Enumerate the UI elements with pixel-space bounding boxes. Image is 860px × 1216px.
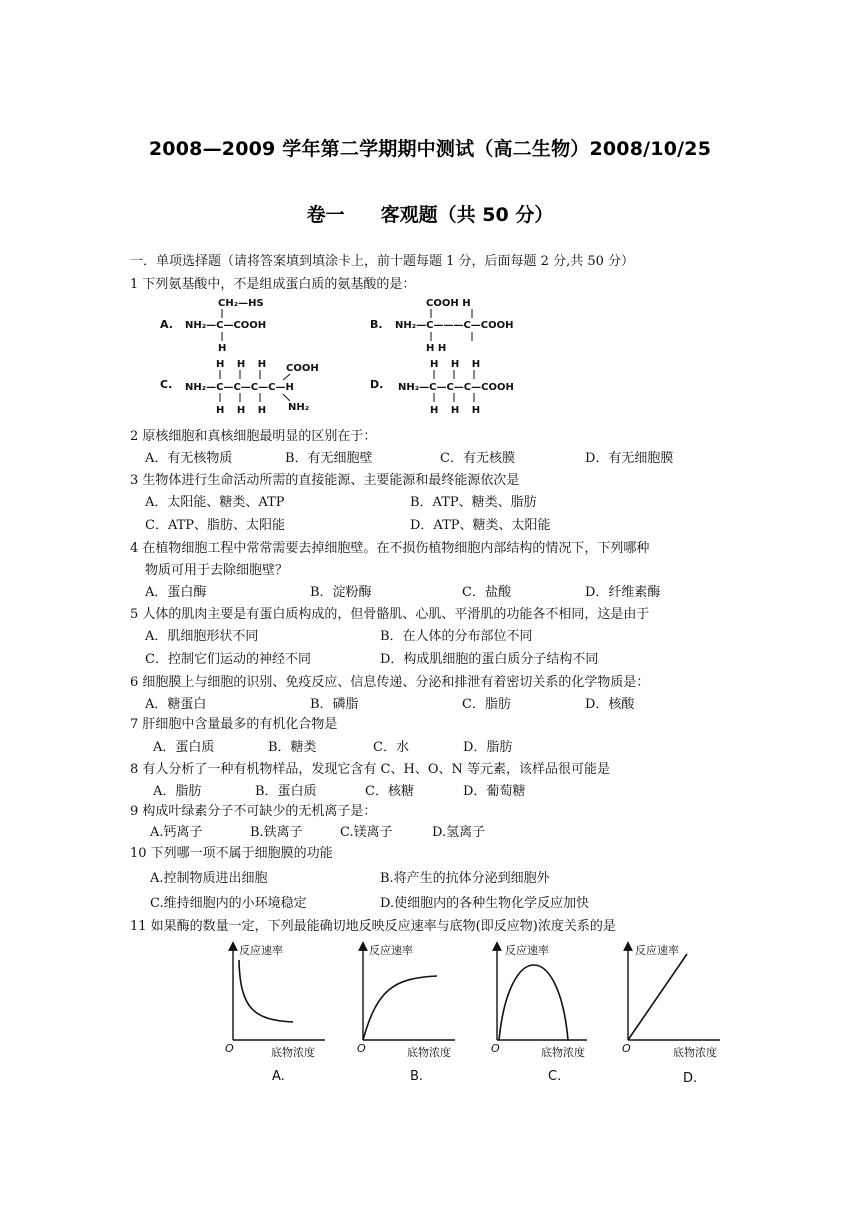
q4-option-a: A．蛋白酶 — [145, 585, 207, 600]
question-2-stem: 2 原核细胞和真核细胞最明显的区别在于： — [130, 429, 377, 444]
structure-c-side-bottom: NH₂ — [288, 402, 310, 413]
q2-option-c: C．有无核膜 — [440, 451, 515, 466]
question-4-stem-continued: 物质可用于去除细胞壁？ — [145, 563, 289, 578]
question-11-stem: 11 如果酶的数量一定，下列最能确切地反映反应速率与底物(即反应物)浓度关系的是 — [130, 919, 616, 934]
question-4-stem: 4 在植物细胞工程中常常需要去掉细胞壁。在不损伤植物细胞内部结构的情况下，下列哪种 — [130, 541, 650, 556]
graph-b-xlabel: 底物浓度 — [407, 1046, 451, 1059]
structure-d-bottom: H H H — [430, 405, 481, 416]
question-3-stem: 3 生物体进行生命活动所需的直接能源、主要能源和最终能源依次是 — [130, 473, 520, 488]
graph-b-ylabel: 反应速率 — [369, 944, 413, 957]
graph-d-ylabel: 反应速率 — [635, 944, 679, 957]
q6-option-a: A．糖蛋白 — [145, 697, 207, 712]
question-6-stem: 6 细胞膜上与细胞的识别、免疫反应、信息传递、分泌和排泄有着密切关系的化学物质是： — [130, 675, 650, 690]
structure-c-top: H H H — [216, 359, 267, 370]
q2-option-d: D．有无细胞膜 — [585, 451, 674, 466]
question-9-stem: 9 构成叶绿素分子不可缺少的无机离子是： — [130, 804, 377, 819]
q8-option-d: D．葡萄糖 — [463, 784, 526, 799]
q7-option-c: C．水 — [373, 740, 409, 755]
q6-option-d: D．核酸 — [585, 697, 635, 712]
q1-label-a: A. — [160, 318, 173, 331]
q5-option-c: C．控制它们运动的神经不同 — [145, 652, 311, 667]
q10-option-b: B.将产生的抗体分泌到细胞外 — [380, 871, 550, 886]
section-title — [0, 200, 860, 227]
structure-b-top: COOH H — [426, 298, 471, 309]
graph-c-ylabel: 反应速率 — [505, 944, 549, 957]
graph-a-origin: O — [225, 1042, 234, 1055]
graph-c-label: C. — [548, 1069, 562, 1084]
graph-b-origin: O — [357, 1042, 366, 1055]
q3-option-d: D．ATP、糖类、太阳能 — [410, 518, 551, 533]
structure-b-bottom: H H — [426, 343, 447, 354]
graph-c — [491, 943, 587, 1084]
graph-b — [357, 943, 455, 1084]
question-5-stem: 5 人体的肌肉主要是有蛋白质构成的，但骨骼肌、心肌、平滑肌的功能各不相同，这是由于 — [130, 607, 650, 622]
q4-option-c: C．盐酸 — [462, 585, 511, 600]
q4-option-d: D．纤维素酶 — [585, 585, 661, 600]
graph-d-origin: O — [622, 1042, 631, 1055]
q9-option-b: B.铁离子 — [250, 825, 303, 840]
structure-b-main: NH₂—C———C—COOH — [395, 320, 514, 331]
structure-d-top: H H H — [430, 359, 481, 370]
graph-a-xlabel: 底物浓度 — [271, 1046, 315, 1059]
q3-option-c: C．ATP、脂肪、太阳能 — [145, 518, 286, 533]
q1-label-d: D. — [370, 378, 384, 391]
question-7-stem: 7 肝细胞中含量最多的有机化合物是 — [130, 717, 338, 732]
structure-d-main: NH₂—C—C—C—COOH — [398, 382, 514, 393]
q4-option-b: B．淀粉酶 — [310, 585, 372, 600]
q8-option-c: C．核糖 — [365, 784, 414, 799]
document-title: 2008—2009 学年第二学期期中测试（高二生物）2008/10/25 — [148, 138, 712, 160]
structure-a-main: NH₂—C—COOH — [185, 320, 267, 331]
graph-d-xlabel: 底物浓度 — [673, 1046, 717, 1059]
q3-option-b: B．ATP、糖类、脂肪 — [410, 495, 537, 510]
q1-label-c: C. — [160, 378, 173, 391]
graph-c-origin: O — [491, 1042, 500, 1055]
q1-label-b: B. — [370, 318, 383, 331]
q10-option-c: C.维持细胞内的小环境稳定 — [150, 896, 307, 911]
graph-a-ylabel: 反应速率 — [239, 944, 283, 957]
q7-option-b: B．糖类 — [268, 740, 317, 755]
q8-option-a: A．脂肪 — [153, 784, 202, 799]
structure-c-main: NH₂—C—C—C—C—H — [185, 382, 294, 393]
q6-option-c: C．脂肪 — [462, 697, 511, 712]
graph-c-xlabel: 底物浓度 — [541, 1046, 585, 1059]
structure-a-top: CH₂—HS — [218, 298, 264, 309]
structure-c-side-top: COOH — [286, 363, 319, 374]
question-10-stem: 10 下列哪一项不属于细胞膜的功能 — [130, 846, 333, 861]
q6-option-b: B．磷脂 — [310, 697, 359, 712]
q5-option-a: A．肌细胞形状不同 — [145, 629, 259, 644]
q10-option-a: A.控制物质进出细胞 — [150, 871, 268, 886]
q9-option-d: D.氢离子 — [432, 825, 486, 840]
graph-a-label: A. — [272, 1069, 285, 1084]
question-8-stem: 8 有人分析了一种有机物样品，发现它含有 C、H、O、N 等元素，该样品很可能是 — [130, 762, 610, 777]
q7-option-a: A．蛋白质 — [153, 740, 215, 755]
amino-acid-structures — [150, 293, 570, 418]
instructions: 一．单项选择题（请将答案填到填涂卡上，前十题每题 1 分，后面每题 2 分,共 50 分） — [130, 254, 635, 269]
graph-b-label: B. — [410, 1069, 424, 1084]
section-title-part-b: 客观题（共 50 分） — [380, 204, 554, 226]
q9-option-a: A.钙离子 — [150, 825, 203, 840]
q10-option-d: D.使细胞内的各种生物化学反应加快 — [380, 896, 590, 911]
section-title-part-a: 卷一 — [306, 204, 345, 226]
graph-d — [622, 943, 720, 1086]
q5-option-d: D．构成肌细胞的蛋白质分子结构不同 — [380, 652, 599, 667]
q7-option-d: D．脂肪 — [463, 740, 513, 755]
graph-a — [225, 943, 325, 1084]
graph-d-label: D. — [683, 1071, 698, 1086]
q8-option-b: B．蛋白质 — [255, 784, 317, 799]
q2-option-b: B．有无细胞壁 — [285, 451, 373, 466]
structure-a-bottom: H — [218, 343, 227, 354]
rate-vs-concentration-graphs — [215, 940, 735, 1090]
q3-option-a: A．太阳能、糖类、ATP — [145, 495, 285, 510]
q2-option-a: A．有无核物质 — [145, 451, 233, 466]
structure-c-bottom: H H H — [216, 405, 267, 416]
q5-option-b: B．在人体的分布部位不同 — [380, 629, 533, 644]
q9-option-c: C.镁离子 — [340, 825, 393, 840]
question-1-stem: 1 下列氨基酸中，不是组成蛋白质的氨基酸的是： — [130, 277, 416, 292]
